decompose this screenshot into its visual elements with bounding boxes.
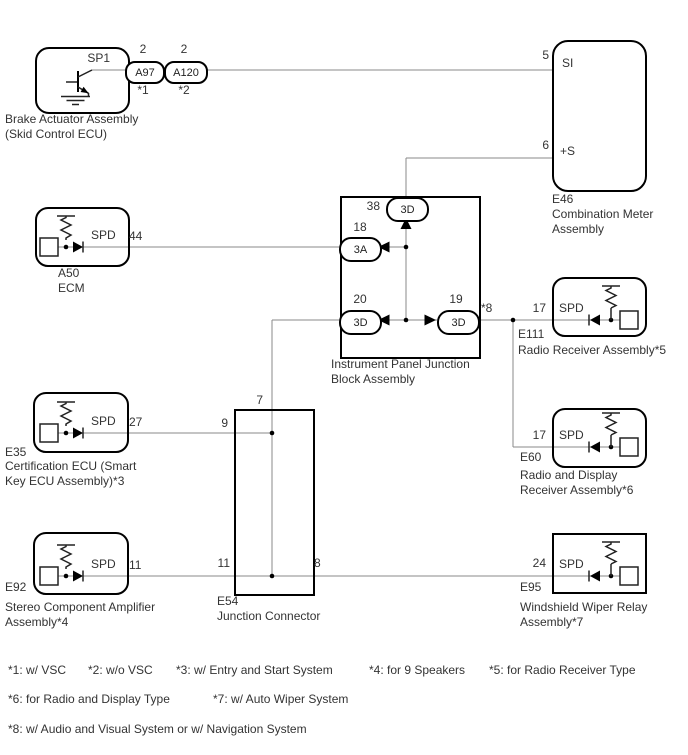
ipjb-pin19: 19	[449, 292, 463, 306]
e92-pin: 11	[129, 558, 142, 572]
e35-id: E35	[5, 445, 27, 459]
footnote-6: *6: for Radio and Display Type	[8, 692, 170, 706]
ipjb-note8: *8	[481, 301, 493, 315]
e111-id: E111	[518, 327, 545, 341]
a50-id: A50	[58, 266, 80, 280]
e46-id: E46	[552, 192, 574, 206]
ipjb-pin18: 18	[353, 220, 367, 234]
e92-label: Stereo Component Amplifier	[5, 600, 156, 614]
ipjb-connector-3d-38: 3D	[386, 197, 429, 222]
e95-label: Windshield Wiper Relay	[520, 600, 648, 614]
e60-signal: SPD	[559, 428, 584, 442]
footnote-1: *1: w/ VSC	[8, 663, 67, 677]
e46-pin5: 5	[542, 48, 549, 62]
e54-pin7: 7	[256, 393, 263, 407]
e46-pin-s: +S	[560, 144, 576, 158]
brake-actuator-label2: (Skid Control ECU)	[5, 127, 108, 141]
e111-label: Radio Receiver Assembly*5	[518, 343, 667, 357]
ipjb-label: Instrument Panel Junction	[331, 357, 470, 371]
footnote-8: *8: w/ Audio and Visual System or w/ Navigation System	[8, 722, 307, 736]
a97-note: *1	[137, 83, 149, 97]
e111-pin: 17	[532, 301, 546, 315]
ipjb-connector-3a-18: 3A	[339, 237, 382, 262]
ipjb-pin38: 38	[366, 199, 380, 213]
footnote-2: *2: w/o VSC	[88, 663, 153, 677]
e46-pin6: 6	[542, 138, 549, 152]
e60-label2: Receiver Assembly*6	[520, 483, 634, 497]
e111-signal: SPD	[559, 301, 584, 315]
ipjb-label2: Block Assembly	[331, 372, 416, 386]
e46-label2: Assembly	[552, 222, 605, 236]
e95-label2: Assembly*7	[520, 615, 584, 629]
e35-label: Certification ECU (Smart	[5, 459, 137, 473]
ipjb-pin20: 20	[353, 292, 367, 306]
footnote-5: *5: for Radio Receiver Type	[489, 663, 636, 677]
a97-pin: 2	[139, 42, 147, 56]
e54-id: E54	[217, 594, 239, 608]
footnote-4: *4: for 9 Speakers	[369, 663, 466, 677]
a50-pin: 44	[129, 229, 143, 243]
a120-note: *2	[178, 83, 190, 97]
footnote-3: *3: w/ Entry and Start System	[176, 663, 333, 677]
a50-signal: SPD	[91, 228, 116, 242]
e46-pin-si: SI	[562, 56, 574, 70]
brake-actuator-code: SP1	[87, 51, 110, 65]
e35-label2: Key ECU Assembly)*3	[5, 474, 125, 488]
e54-box	[234, 409, 315, 596]
e54-pin9: 9	[221, 416, 228, 430]
e95-id: E95	[520, 580, 542, 594]
e54-pin11: 11	[217, 556, 230, 570]
connector-a97: A97	[125, 61, 165, 84]
e92-id: E92	[5, 580, 27, 594]
e60-label: Radio and Display	[520, 468, 618, 482]
e54-pin8: 8	[314, 556, 321, 570]
junction-dots	[64, 245, 614, 579]
e92-label2: Assembly*4	[5, 615, 69, 629]
a50-label: ECM	[58, 281, 85, 295]
e35-pin: 27	[129, 415, 143, 429]
e92-signal: SPD	[91, 557, 116, 571]
connector-a120: A120	[164, 61, 208, 84]
e60-pin: 17	[532, 428, 546, 442]
e54-label: Junction Connector	[217, 609, 321, 623]
footnote-7: *7: w/ Auto Wiper System	[213, 692, 349, 706]
e95-signal: SPD	[559, 557, 584, 571]
e60-id: E60	[520, 450, 542, 464]
brake-actuator-label: Brake Actuator Assembly	[5, 112, 139, 126]
ipjb-connector-3d-20: 3D	[339, 310, 382, 335]
e95-pin: 24	[532, 556, 546, 570]
e46-label: Combination Meter	[552, 207, 654, 221]
ipjb-connector-3d-19: 3D	[437, 310, 480, 335]
e35-signal: SPD	[91, 414, 116, 428]
a120-pin: 2	[180, 42, 188, 56]
